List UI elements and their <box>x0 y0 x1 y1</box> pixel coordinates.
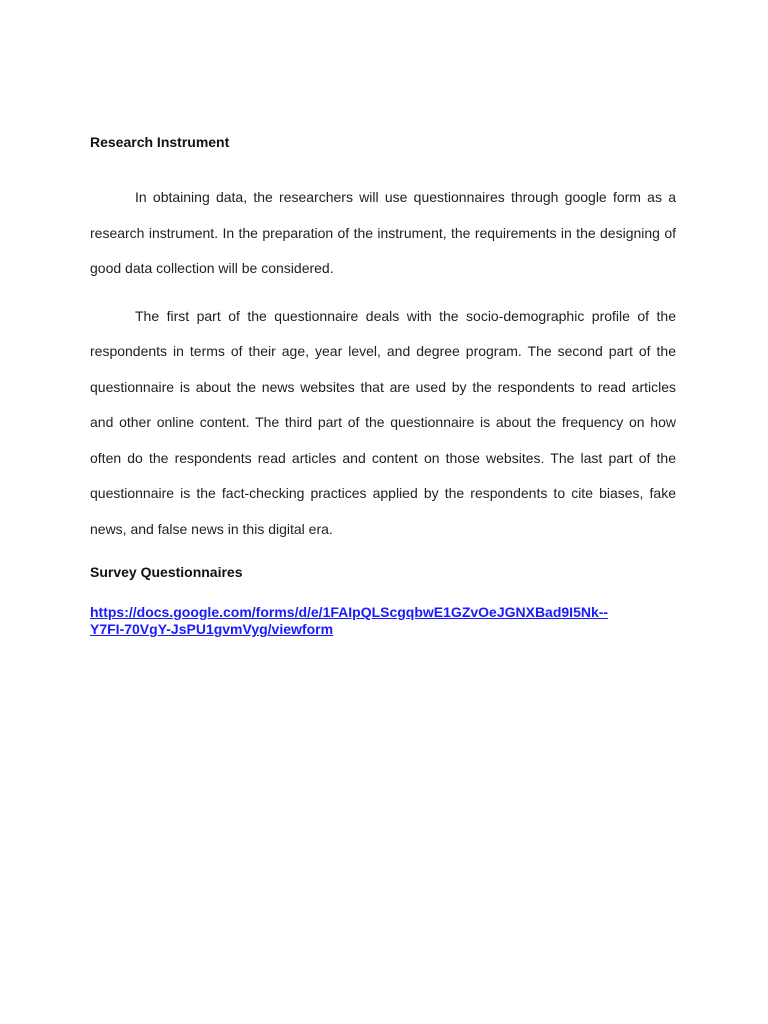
heading-research-instrument: Research Instrument <box>90 134 230 150</box>
paragraph-questionnaire-parts: The first part of the questionnaire deals with the socio-demographic profile of the respondents in terms of their age, year level, and degree program. The second part of the questionnaire is about the news websites that are used by the respondents to read articles and other online content. The third part of the questionnaire is about the frequency on how often do the respondents read articles and content on those websites. The last part of the questionnaire is the fact-checking practices applied by the respondents to cite biases, fake news, and false news in this digital era. <box>90 307 676 537</box>
paragraph-data-collection: In obtaining data, the researchers will use questionnaires through google form as a research instrument. In the preparation of the instrument, the requirements in the designing of good data collection will be considered. <box>90 189 676 276</box>
survey-link-line-2: Y7FI-70VgY-JsPU1gvmVyg/viewform <box>90 621 334 637</box>
document-body <box>90 132 676 638</box>
survey-link-line-1: https://docs.google.com/forms/d/e/1FAIpQLScgqbwE1GZvOeJGNXBad9I5Nk-- <box>90 604 609 620</box>
heading-survey-questionnaires: Survey Questionnaires <box>90 564 243 580</box>
survey-form-link[interactable] <box>90 604 660 638</box>
